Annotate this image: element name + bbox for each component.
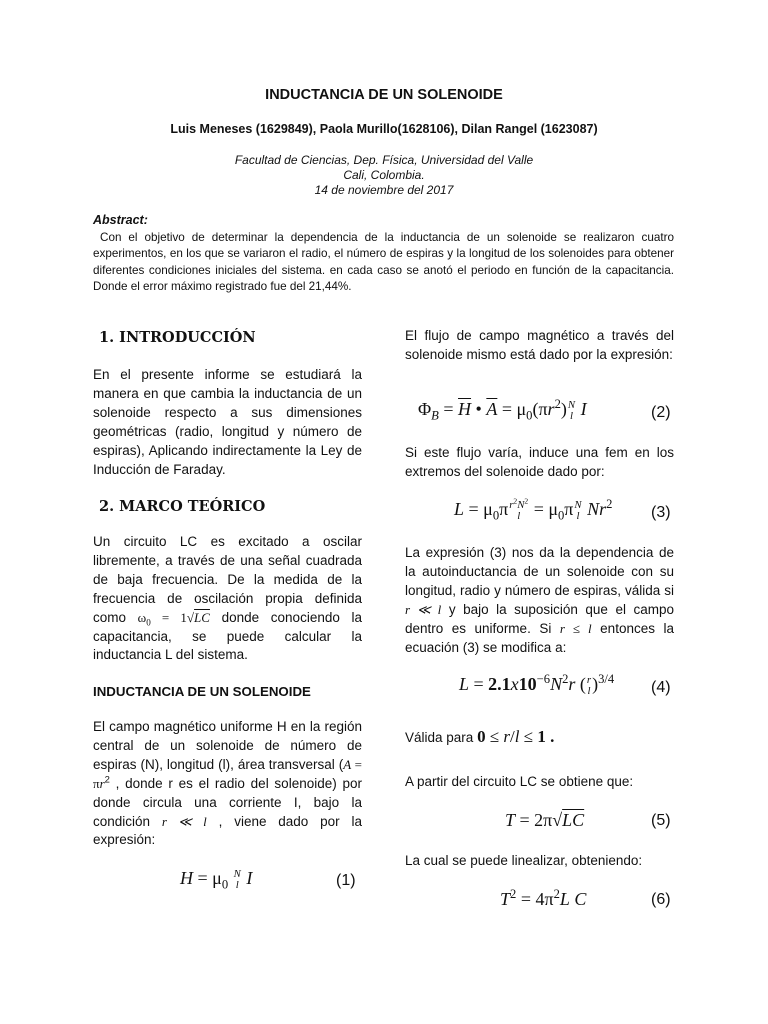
equation-3: $L = \mu_0\pi$ $r^2N^2$ l = $\mu_0\pi$ N l Nr$^2$ — [454, 496, 613, 523]
marco-paragraph: Un circuito LC es excitado a oscilar libremente, a través de una señal cuadrada de baja frecuencia. De la medida de la frecuencia de oscilación propia definida como $\omega_0 = 1√LC$ donde conociendo la capacitancia, se puede calcular la inductancia L del sistema. — [93, 534, 363, 663]
equation-2: $\Phi_B = \overline{H}$ • $\overline{A} = \mu_0(\pi r^2)$ N l I — [418, 397, 587, 423]
valida-line: Válida para 0 ≤ r/l ≤ 1 . — [405, 727, 555, 746]
linealizar-paragraph: La cual se puede linealizar, obteniendo: — [405, 853, 643, 868]
equation-3-number: (3) — [651, 504, 671, 521]
dependencia-paragraph: La expresión (3) nos da la dependencia de la autoinductancia de un solenoide con su longitud, radio y número de espiras, válida si r ≪ l y bajo la suposición que el campo dentro es uniforme. Si r ≤ l entonces la ecuación (3) se modifica a: — [405, 545, 674, 655]
campo-paragraph: El campo magnético uniforme H en la región central de un solenoide de número de espiras (N), longitud (l), área transversal ($A = \pi r^2$ , donde r es el radio del solenoide) por donde circula una corriente I, bajo la condición r ≪ l , viene dado por la expresión: — [93, 719, 362, 848]
flujo-paragraph: El flujo de campo magnético a través del solenoide mismo está dado por la expresión: — [405, 328, 674, 362]
date: 14 de noviembre del 2017 — [314, 183, 454, 197]
paper-title: INDUCTANCIA DE UN SOLENOIDE — [265, 87, 503, 103]
subsection-inductancia: INDUCTANCIA DE UN SOLENOIDE — [93, 684, 311, 699]
affiliation: Facultad de Ciencias, Dep. Física, Universidad del Valle — [234, 153, 534, 167]
equation-4-number: (4) — [651, 679, 671, 696]
equation-5-number: (5) — [651, 812, 671, 829]
section-marco-teorico: 2. MARCO TEÓRICO — [99, 498, 266, 515]
lc-paragraph: A partir del circuito LC se obtiene que: — [405, 774, 634, 789]
fem-paragraph: Si este flujo varía, induce una fem en los extremos del solenoide dado por: — [405, 445, 674, 479]
equation-6-number: (6) — [651, 891, 671, 908]
intro-paragraph: En el presente informe se estudiará la manera en que cambia la inductancia de un solenoide respecto a sus dimensiones geométricas (radio, longitud y número de espiras), Aplicando indirectamente la Ley de Inducción de Faraday. — [93, 367, 362, 477]
authors: Luis Meneses (1629849), Paola Murillo(1628106), Dilan Rangel (1623087) — [170, 122, 598, 136]
equation-5: T = 2π√LC — [505, 810, 585, 830]
equation-1-number: (1) — [336, 872, 356, 889]
equation-1: $H = \mu_0$ N l I — [180, 868, 253, 892]
section-introduccion: 1. INTRODUCCIÓN — [99, 329, 256, 346]
city: Cali, Colombia. — [343, 168, 425, 182]
equation-4: $L = 2.1x10^{-6}N^2r$ ( r l )$^{3/4}$ — [459, 672, 615, 697]
equation-2-number: (2) — [651, 404, 671, 421]
abstract-text: Con el objetivo de determinar la dependencia de la inductancia de un solenoide se realizaron cuatro experimentos, en los que se variaron el radio, el número de espiras y la longitud de los solenoides para obtener diferentes condiciones iniciales del sistema. en cada caso se anotó el periodo en función de la capacitancia. Donde el error máximo registrado fue del 21,44%. — [93, 231, 675, 293]
abstract-heading: Abstract: — [93, 213, 148, 227]
equation-6: $T^2 = 4\pi^2L$ C — [500, 887, 587, 909]
